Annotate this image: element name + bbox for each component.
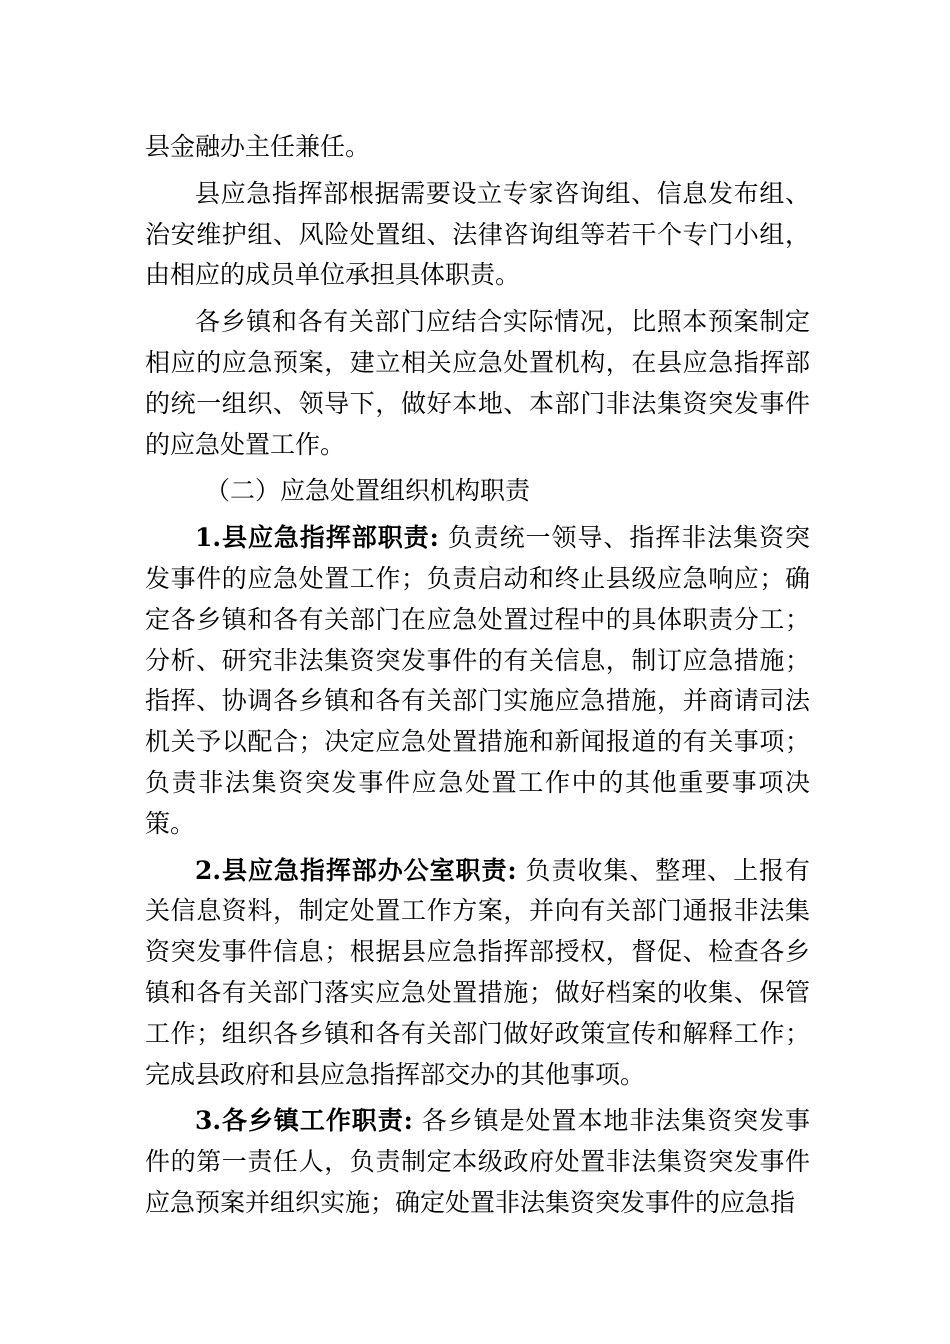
- duty-1-lead: 1.县应急指挥部职责:: [195, 523, 439, 553]
- paragraph-expert-groups: [145, 174, 810, 296]
- paragraph-duty-2: [145, 851, 810, 1096]
- duty-3-lead: 3.各乡镇工作职责:: [195, 1106, 413, 1136]
- paragraph-townships-plans: [145, 302, 810, 465]
- paragraph-text: 县应急指挥部根据需要设立专家咨询组、信息发布组、治安维护组、风险处置组、法律咨询组等若干个专门小组，由相应的成员单位承担具体职责。: [145, 178, 810, 290]
- paragraph-continuation: [145, 127, 810, 168]
- document-page: [145, 127, 810, 1224]
- section-heading-text: （二）应急处置组织机构职责: [205, 476, 531, 506]
- paragraph-duty-3: [145, 1101, 810, 1223]
- paragraph-text: 负责统一领导、指挥非法集资突发事件的应急处置工作；负责启动和终止县级应急响应；确定各乡镇和各有关部门在应急处置过程中的具体职责分工；分析、研究非法集资突发事件的有关信息，制订应急措施；指挥、协调各乡镇和各有关部门实施应急措施，并商请司法机关予以配合；决定应急处置措施和新闻报道的有关事项；负责非法集资突发事件应急处置工作中的其他重要事项决策。: [145, 523, 810, 838]
- paragraph-text: 县金融办主任兼任。: [145, 132, 371, 161]
- section-heading: [145, 471, 810, 512]
- paragraph-text: 各乡镇是处置本地非法集资突发事件的第一责任人，负责制定本级政府处置非法集资突发事件应急预案并组织实施；确定处置非法集资突发事件的应急指: [145, 1106, 811, 1217]
- paragraph-text: 负责收集、整理、上报有关信息资料，制定处置工作方案，并向有关部门通报非法集资突发事件信息；根据县应急指挥部授权，督促、检查各乡镇和各有关部门落实应急处置措施；做好档案的收集、保管工作；组织各乡镇和各有关部门做好政策宣传和解释工作；完成县政府和县应急指挥部交办的其他事项。: [145, 855, 810, 1089]
- paragraph-text: 各乡镇和各有关部门应结合实际情况，比照本预案制定相应的应急预案，建立相关应急处置机构，在县应急指挥部的统一组织、领导下，做好本地、本部门非法集资突发事件的应急处置工作。: [145, 307, 810, 459]
- duty-2-lead: 2.县应急指挥部办公室职责:: [195, 855, 517, 885]
- paragraph-duty-1: [145, 518, 810, 844]
